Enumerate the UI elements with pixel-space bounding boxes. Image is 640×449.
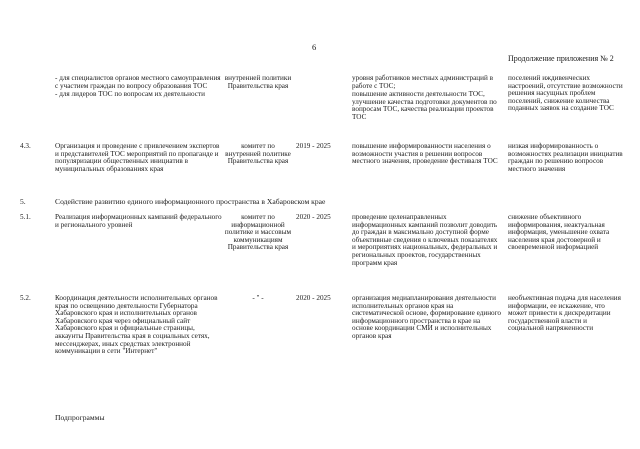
activity-item-leaders: - для лидеров ТОС по вопросам их деятельности xyxy=(55,90,205,99)
row-number: 5.2. xyxy=(20,294,31,302)
section-number: 5. xyxy=(20,197,26,206)
row-number: 4.3. xyxy=(20,142,31,150)
risk-cell-continued: поселений иждивенческих настроений, отсутствие возможности решения насущных проблем поселений, снижение количества поданных заявок на создание ТОС xyxy=(508,74,623,113)
activity-cell-continued xyxy=(55,75,223,99)
section-title: Содействие развитию единого информационного пространства в Хабаровском крае xyxy=(55,197,326,206)
subprograms-heading: Подпрограммы xyxy=(55,413,105,422)
activity-cell: Реализация информационных кампаний федерального и регионального уровней xyxy=(55,213,222,229)
result-item-a: уровня работников местных администраций в работе с ТОС; xyxy=(352,74,493,90)
appendix-label: Продолжение приложения № 2 xyxy=(508,54,614,63)
executor-cell: комитет по внутренней политике Правительства края xyxy=(225,142,291,166)
result-cell: организация медиапланирования деятельности исполнительных органов края на систематической основе, формирование единого информационного пространства в крае на основе координации СМИ и исполнительных органов края xyxy=(352,294,502,340)
period-cell: 2020 - 2025 xyxy=(296,213,331,221)
result-item-b: повышение активности деятельности ТОС, улучшение качества подготовки документов по вопросам ТОС, качества реализации проектов ТОС xyxy=(352,90,497,121)
activity-cell: Координация деятельности исполнительных органов края по освещению деятельности Губернатора Хабаровского края и исполнительных органов Хабаровского края через официальный сайт Хабаровского края и официальные страницы, аккаунты Правительства края в социальных сетях, мессенджерах, иных средствах электронной коммуникации в сети "Интернет" xyxy=(55,294,218,356)
risk-cell: необъективная подача для населения информации, ее искажение, что может привести к дискредитации государственной власти и социальной напряженности xyxy=(508,294,621,333)
risk-cell: низкая информированность о возможностях реализации инициатив граждан по решению вопросов местного значения xyxy=(508,142,623,173)
activity-item-specialists: - для специалистов органов местного самоуправления с участием граждан по вопросу образования ТОС xyxy=(55,74,221,90)
result-cell: проведение целенаправленных информационных кампаний позволит доводить до граждан в максимально доступной форме объективные сведения о ключевых показателях и мероприятиях национальных, федеральных и региональных проектов, государственных программ края xyxy=(352,213,498,267)
executor-cell-continued: внутренней политики Правительства края xyxy=(224,74,292,90)
result-cell-continued xyxy=(352,75,502,122)
page-number: 6 xyxy=(312,42,317,52)
period-cell: 2020 - 2025 xyxy=(296,294,331,302)
row-number: 5.1. xyxy=(20,213,31,221)
activity-cell: Организация и проведение с привлечением экспертов и представителей ТОС мероприятий по пропаганде и популяризации общественных инициатив в муниципальных образованиях края xyxy=(55,142,220,173)
result-cell: повышение информированности населения о возможности участия в решении вопросов местного значения, проведение фестиваля ТОС xyxy=(352,142,498,166)
executor-cell: комитет по информационной политике и массовым коммуникациям Правительства края xyxy=(224,213,292,252)
risk-cell: снижение объективного информирования, неактуальная информация, уменьшение охвата населения края достоверной и своевременной информацией xyxy=(508,213,610,252)
executor-cell: - " - xyxy=(252,294,264,302)
period-cell: 2019 - 2025 xyxy=(296,142,331,150)
